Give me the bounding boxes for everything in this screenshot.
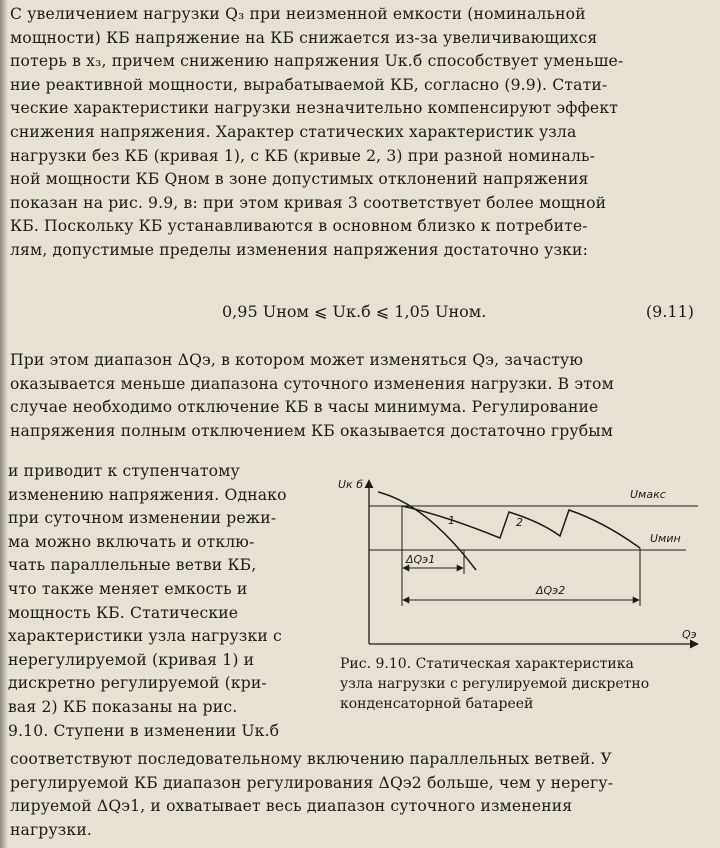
u-max-label: Uмакс: [630, 488, 666, 501]
curve-2-label: 2: [516, 516, 523, 529]
curve-1-label: 1: [448, 514, 455, 527]
dq1-label: ΔQэ1: [406, 553, 436, 566]
figure-caption: Рис. 9.10. Статическая характеристика узла нагрузки с регулируемой дискретно конденсаторной батареей: [340, 656, 650, 712]
formula-number: (9.11): [645, 302, 694, 321]
paragraph-regulation-range: При этом диапазон ΔQэ, в котором может изменяться Qэ, зачастую оказывается меньше диапазона суточного изменения нагрузки. В этом случае необходимо отключение КБ в часы минимума. Регулирование напряжения полным отключением КБ оказывается достаточно грубым: [10, 351, 614, 440]
u-min-label: Uмин: [650, 532, 681, 545]
paragraph-stepwise-change: и приводит к ступенчатому изменению напряжения. Однако при суточном изменении режи- ма можно включать и отклю- чать параллельные ветви КБ, что также меняет емкость и мощность КБ. Статические характеристики узла нагрузки с нерегулируемой (кривая 1) и дискретно регулируемой (кри- вая 2) КБ показаны на рис. 9.10. Ступени в изменении Uк.б: [8, 462, 287, 740]
x-axis-label: Qэ: [682, 628, 697, 641]
formula-9-11: [10, 302, 700, 328]
paragraph-conclusion: соответствуют последовательному включению параллельных ветвей. У регулируемой КБ диапазон регулирования ΔQэ2 больше, чем у нерегу- лируемой ΔQэ1, и охватывает весь диапазон суточного изменения нагрузки.: [10, 750, 614, 839]
static-characteristic-diagram: [336, 474, 710, 652]
scan-shadow-edge: [0, 0, 8, 848]
formula-expression: 0,95 Uном ⩽ Uк.б ⩽ 1,05 Uном.: [222, 302, 487, 321]
paragraph-capacitor-voltage: С увеличением нагрузки Q₃ при неизменной емкости (номинальной мощности) КБ напряжение на КБ снижается из-за увеличивающихся потерь в x₃, причем снижению напряжения Uк.б способствует уменьше- ние реактивной мощности, вырабатываемой КБ, согласно (9.9). Стати- ческие характеристики нагрузки незначительно компенсируют эффект снижения напряжения. Характер статических характеристик узла нагрузки без КБ (кривая 1), с КБ (кривые 2, 3) при разной номиналь- ной мощности КБ Qном в зоне допустимых отклонений напряжения показан на рис. 9.9, в: при этом кривая 3 соответствует более мощной КБ. Поскольку КБ устанавливаются в основном близко к потребите- лям, допустимые пределы изменения напряжения достаточно узки:: [10, 5, 624, 259]
y-axis-label: Uк б: [338, 478, 363, 491]
dq2-label: ΔQэ2: [536, 584, 566, 597]
